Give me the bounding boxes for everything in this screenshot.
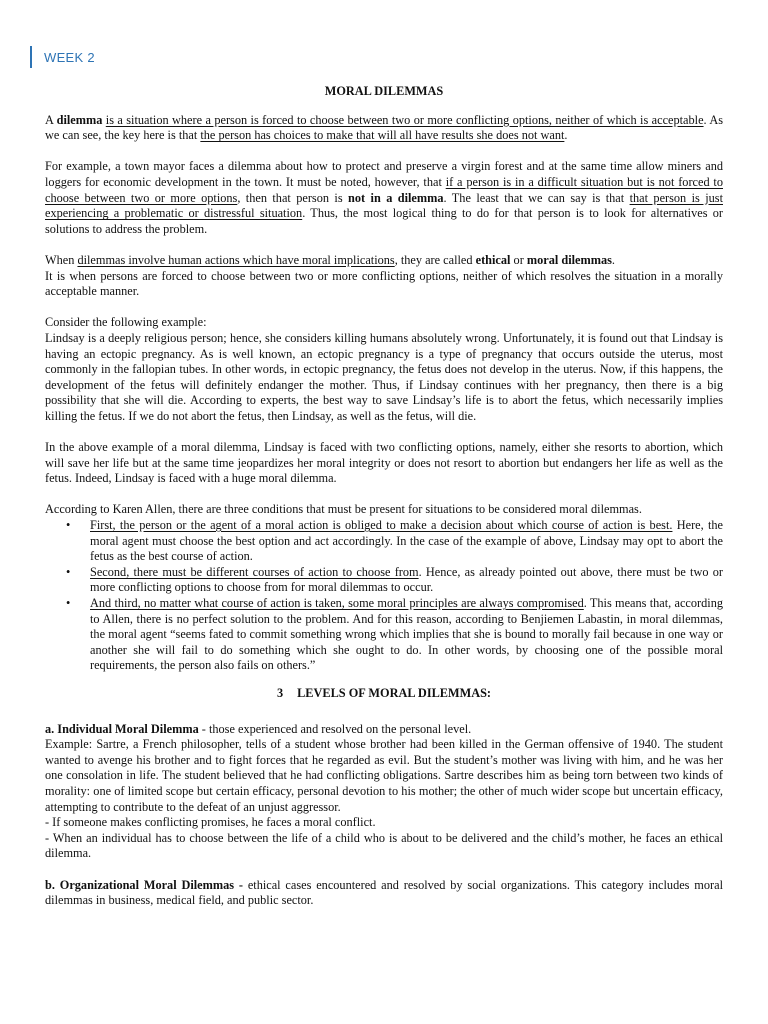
text-run: When xyxy=(45,252,78,267)
bold-not-in-dilemma: not in a dilemma xyxy=(348,190,444,205)
text-run: , they are called xyxy=(394,252,476,267)
text-run: or xyxy=(510,252,527,267)
lindsay-example-paragraph: Lindsay is a deeply religious person; hence, she considers killing humans absolutely wrong. Unfortunately, it is found out that Lindsay is having an ectopic pregnancy. As is well known, an ectopic pregnancy is a type of pregnancy that occurs outside the uterus, most commonly in the fallopian tubes. In other words, in ectopic pregnancy, the fetus does not develop in the uterus. Now, if this happens, the development of the fetus will definitely endanger the mother. Thus, if Lindsay continues with her pregnancy, then there is a big possibility that she will die. According to experts, the best way to save Lindsay’s life is to abort the fetus, which necessarily implies killing the fetus. If we do not abort the fetus, then Lindsay, as well as the fetus, will die. xyxy=(45,330,723,423)
document-body xyxy=(45,84,723,924)
section-title: LEVELS OF MORAL DILEMMAS: xyxy=(297,685,492,700)
organizational-dilemma-paragraph xyxy=(45,878,723,909)
underlined-condition: First, the person or the agent of a moral action is obliged to make a decision about which course of action is best. xyxy=(90,518,673,533)
page-header xyxy=(30,46,95,68)
underlined-condition: And third, no matter what course of action is taken, some moral principles are always compromised xyxy=(90,596,584,610)
note-line: - When an individual has to choose between the life of a child who is about to be delivered and the child’s mother, he faces an ethical dilemma. xyxy=(45,830,723,861)
analysis-paragraph: In the above example of a moral dilemma, Lindsay is faced with two conflicting options, namely, either she resorts to abortion, which will save her life but at the same time jeopardizes her moral integrity or does not resort to abortion but endangers her life as well as the fetus. Indeed, Lindsay is faced with a huge moral dilemma. xyxy=(45,440,723,486)
bullet-icon: • xyxy=(66,596,71,610)
text-run: , then that person is xyxy=(237,190,349,205)
ethical-dilemma-paragraph xyxy=(45,253,723,300)
document-title: MORAL DILEMMAS xyxy=(324,84,444,98)
week-label: WEEK 2 xyxy=(44,49,95,65)
text-run: ethical cases encountered and resolved by social organizations. This category includes moral dilemmas in business, medical field, and public sector. xyxy=(45,877,723,908)
section-heading xyxy=(45,686,723,702)
individual-dilemma-label: a. Individual Moral Dilemma xyxy=(45,721,199,736)
text-run: . As we can see, the key here is that xyxy=(45,112,724,143)
term-ethical: ethical xyxy=(475,252,511,267)
individual-dilemma-paragraph xyxy=(45,722,723,862)
list-item xyxy=(66,518,723,565)
note-line: - If someone makes conflicting promises, he faces a moral conflict. xyxy=(45,815,376,830)
list-item xyxy=(66,564,723,596)
underlined-definition: is a situation where a person is forced to choose between two or more conflicting options, neither of which is acceptable xyxy=(105,112,704,127)
underlined-text: that person is just experiencing a problematic or distressful situation xyxy=(45,190,723,221)
sartre-example: Example: Sartre, a French philosopher, tells of a student whose brother had been killed in the German offensive of 1940. The student wanted to avenge his brother and to fight forces that he regarded as evil. But the student’s mother was living with him, and he was her one consolation in life. The student believed that he had conflicting obligations. Sartre describes him as being torn between two kinds of morality: one of limited scope but certain efficacy, personal devotion to his mother; the other of much wider scope but uncertain efficacy, attempting to contribute to the defeat of an unjust aggressor. xyxy=(45,737,723,814)
text-run: . xyxy=(611,252,615,267)
header-accent-bar xyxy=(30,46,32,68)
bullet-icon: • xyxy=(66,564,71,579)
text-run: . This means that, according to Allen, there is no perfect solution to the problem. And for this reason, according to Benjiemen Labastin, in moral dilemmas, the moral agent “seems fated to commit something wrong which implies that she is bound to morally fail because in one way or another she will fail to do something which she ought to do. In other words, by choosing one of the possible moral requirements, the person also fails on others.” xyxy=(90,596,723,673)
underlined-condition: Second, there must be different courses of action to choose from xyxy=(90,564,419,579)
text-run: A xyxy=(45,112,57,127)
bullet-icon: • xyxy=(66,518,71,533)
term-moral-dilemmas: moral dilemmas xyxy=(526,252,612,267)
underlined-text: dilemmas involve human actions which have moral implications xyxy=(77,252,395,267)
conditions-list xyxy=(45,518,723,674)
text-run: . Thus, the most logical thing to do for that person is to look for alternatives or solutions to address the problem. xyxy=(45,206,723,236)
definition-paragraph xyxy=(45,113,723,144)
text-run: . The least that we can say is that xyxy=(443,190,630,205)
text-run: - those experienced and resolved on the personal level. xyxy=(198,721,472,736)
underlined-key-point: the person has choices to make that will all have results she does not want xyxy=(200,128,565,143)
section-number: 3 xyxy=(276,685,284,700)
organizational-dilemma-label: b. Organizational Moral Dilemmas - xyxy=(45,877,243,892)
text-run: For example, a town mayor faces a dilemma about how to protect and preserve a virgin forest and at the same time allow miners and loggers for economic development in the town. It must be noted, however, that xyxy=(45,159,723,189)
example-intro: Consider the following example: xyxy=(45,315,207,330)
text-run: It is when persons are forced to choose between two or more conflicting options, neither of which resolves the situation in a morally acceptable manner. xyxy=(45,268,723,299)
term-dilemma: dilemma xyxy=(56,112,103,127)
example-mayor-paragraph xyxy=(45,159,723,237)
text-run: . Hence, as already pointed out above, there must be two or more conflicting options to choose from for moral dilemmas to occur. xyxy=(90,564,723,595)
underlined-text: if a person is in a difficult situation but is not forced to choose between two or more options xyxy=(45,174,723,205)
text-run: Here, the moral agent must choose the best option and act accordingly. In the case of the example of above, Lindsay may opt to abort the fetus as the best course of action. xyxy=(90,518,723,564)
text-run: . xyxy=(564,128,568,143)
list-item xyxy=(66,596,723,674)
conditions-intro: According to Karen Allen, there are three conditions that must be present for situations to be considered moral dilemmas. xyxy=(45,502,642,517)
